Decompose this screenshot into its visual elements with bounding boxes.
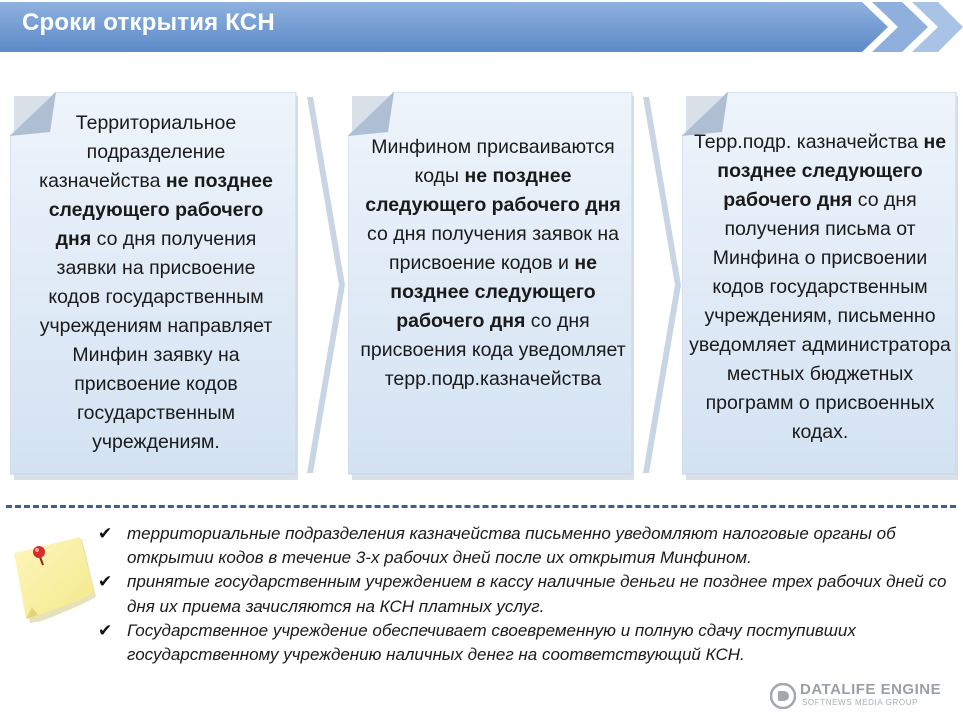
note-item-2 (98, 570, 958, 618)
note-item-1 (98, 522, 958, 570)
card-2-segment: со дня присвоения кода уведомляет терр.подр.казначейства (360, 310, 626, 390)
card-2-segment: со дня получения заявок на присвоение кодов и (367, 223, 619, 274)
note-text-1: территориальные подразделения казначейства письменно уведомляют налоговые органы об открытии кодов в течение 3-х рабочих дней после их открытия Минфином. (127, 524, 896, 568)
step-card-2 (348, 92, 636, 482)
note-item-3 (98, 619, 958, 667)
title-banner (0, 0, 963, 56)
checkmark-icon: ✔ (98, 572, 113, 592)
note-text-3: Государственное учреждение обеспечивает своевременную и полную сдачу поступивших государственному учреждению наличных денег на соответствующий КСН. (127, 620, 856, 665)
card-2-segment: не позднее следующего рабочего дня (365, 165, 621, 216)
card-3-segment: со дня получения письма от Минфина о присвоении кодов государственным учреждениям, письменно уведомляет администратора местных бюджетных программ о присвоенных кодах. (689, 189, 951, 443)
watermark (770, 681, 950, 713)
step-card-3 (682, 92, 960, 482)
dashed-divider (6, 505, 956, 508)
watermark-brand: DATALIFE ENGINE (800, 681, 942, 698)
checkmark-icon: ✔ (98, 620, 113, 640)
watermark-logo-icon (770, 683, 796, 709)
checkmark-icon: ✔ (98, 524, 113, 543)
watermark-subtitle: SOFTNEWS MEDIA GROUP (802, 698, 919, 707)
card-1-segment: не позднее следующего рабочего дня (48, 170, 273, 250)
page-title: Сроки открытия КСН (22, 9, 275, 36)
card-3-segment: Терр.подр. казначейства (693, 131, 924, 153)
card-1-segment: со дня получения заявки на присвоение кодов государственным учреждениям направляет Минфин заявку на присвоение кодов государственным учреждениям. (39, 228, 273, 453)
chevron-right-icon (641, 97, 681, 487)
card-1-segment: Территориальное подразделение казначейства (39, 112, 237, 192)
card-3-segment: не позднее следующего рабочего дня (717, 131, 947, 211)
card-1-text (30, 109, 282, 457)
card-3-text (686, 128, 954, 447)
card-2-text (360, 133, 626, 394)
chevron-right-icon (305, 97, 345, 487)
card-2-segment: не позднее следующего рабочего дня (390, 252, 597, 332)
card-2-segment: Минфином присваиваются коды (371, 136, 615, 187)
sticky-note-icon (12, 535, 98, 625)
step-card-1 (10, 92, 300, 482)
notes-list (98, 522, 958, 667)
note-text-2: принятые государственным учреждением в кассу наличные деньги не позднее трех рабочих дней со дня их приема зачисляются на КСН платных услуг. (127, 572, 947, 616)
